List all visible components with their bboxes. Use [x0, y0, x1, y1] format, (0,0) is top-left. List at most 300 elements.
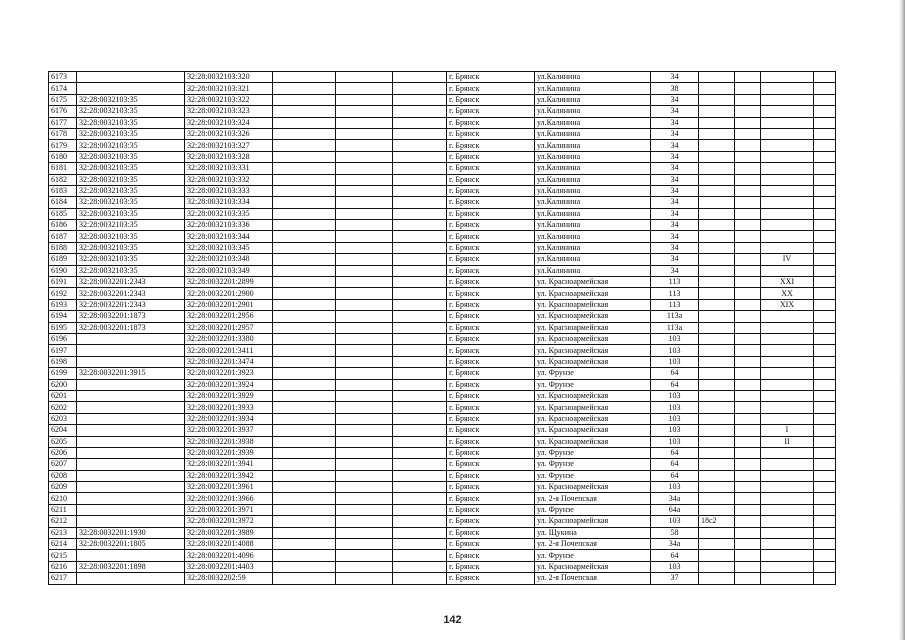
cell-field-3: г. Брянск [447, 140, 535, 151]
cell-field-2: 32:28:0032201:2956 [185, 311, 273, 322]
cell-field-0: 6215 [49, 550, 77, 561]
cell-empty [814, 288, 836, 299]
cell-empty [814, 425, 836, 436]
table-row [49, 242, 836, 253]
cell-empty [814, 447, 836, 458]
cell-empty [273, 208, 336, 219]
cell-empty [699, 356, 735, 367]
cell-field-0: 6204 [49, 425, 77, 436]
cell-field-3: г. Брянск [447, 459, 535, 470]
cell-field-5: 34 [651, 208, 699, 219]
cell-field-6 [761, 208, 814, 219]
cell-empty [336, 83, 393, 94]
cell-empty [814, 539, 836, 550]
cell-field-0: 6202 [49, 402, 77, 413]
cell-field-6 [761, 379, 814, 390]
cell-empty [336, 493, 393, 504]
cell-field-2: 32:28:0032103:345 [185, 242, 273, 253]
cell-empty [273, 368, 336, 379]
cell-field-6 [761, 128, 814, 139]
cell-empty [814, 504, 836, 515]
cell-field-3: г. Брянск [447, 436, 535, 447]
cell-field-4: ул. Красноармейская [535, 356, 651, 367]
cell-field-4: ул. Красноармейская [535, 425, 651, 436]
cell-empty [814, 299, 836, 310]
cell-empty [273, 242, 336, 253]
cell-field-5: 103 [651, 516, 699, 527]
cell-field-0: 6207 [49, 459, 77, 470]
cell-empty [814, 140, 836, 151]
cell-empty [273, 94, 336, 105]
table-row [49, 573, 836, 584]
cell-field-6 [761, 220, 814, 231]
cell-field-3: г. Брянск [447, 106, 535, 117]
cell-field-2: 32:28:0032201:3942 [185, 470, 273, 481]
cell-field-2: 32:28:0032103:344 [185, 231, 273, 242]
table-row [49, 72, 836, 83]
cell-empty [735, 516, 761, 527]
cell-field-3: г. Брянск [447, 333, 535, 344]
cell-empty [699, 482, 735, 493]
cell-field-2: 32:28:0032103:320 [185, 72, 273, 83]
cell-empty [336, 459, 393, 470]
cell-field-4: ул. 2-я Почепская [535, 493, 651, 504]
cell-field-1 [77, 470, 185, 481]
scan-edge-shadow [899, 0, 905, 640]
cell-empty [273, 459, 336, 470]
cell-empty [336, 356, 393, 367]
table-row [49, 527, 836, 538]
cell-empty [699, 379, 735, 390]
cell-empty [393, 482, 447, 493]
cell-empty [735, 390, 761, 401]
cell-empty [814, 254, 836, 265]
cell-empty [814, 277, 836, 288]
cell-field-6 [761, 163, 814, 174]
cell-empty [273, 402, 336, 413]
cell-empty [336, 94, 393, 105]
cell-empty [393, 288, 447, 299]
cell-field-2: 32:28:0032201:2901 [185, 299, 273, 310]
cell-field-0: 6194 [49, 311, 77, 322]
cell-field-3: г. Брянск [447, 197, 535, 208]
cell-empty [814, 482, 836, 493]
cell-field-6 [761, 550, 814, 561]
cell-empty [814, 242, 836, 253]
cell-field-3: г. Брянск [447, 390, 535, 401]
cell-field-0: 6213 [49, 527, 77, 538]
cell-field-0: 6201 [49, 390, 77, 401]
cell-field-5: 38 [651, 83, 699, 94]
cell-field-2: 32:28:0032201:3929 [185, 390, 273, 401]
cell-field-3: г. Брянск [447, 72, 535, 83]
cell-empty [393, 185, 447, 196]
cell-field-1 [77, 413, 185, 424]
cell-empty [273, 83, 336, 94]
cell-field-4: ул.Калинина [535, 151, 651, 162]
cell-field-0: 6203 [49, 413, 77, 424]
cell-empty [814, 493, 836, 504]
table-row [49, 345, 836, 356]
cell-empty [699, 231, 735, 242]
cell-field-4: ул. Красноармейская [535, 561, 651, 572]
cell-empty [393, 493, 447, 504]
cell-field-4: ул.Калинина [535, 106, 651, 117]
cell-field-0: 6179 [49, 140, 77, 151]
cell-field-4: ул.Калинина [535, 197, 651, 208]
cell-field-0: 6211 [49, 504, 77, 515]
cell-field-0: 6184 [49, 197, 77, 208]
cell-empty [336, 345, 393, 356]
cell-field-1: 32:28:0032201:1873 [77, 322, 185, 333]
cell-empty [735, 539, 761, 550]
cell-field-2: 32:28:0032201:3923 [185, 368, 273, 379]
cell-field-2: 32:28:0032201:4088 [185, 539, 273, 550]
cell-field-5: 34 [651, 231, 699, 242]
cell-field-0: 6181 [49, 163, 77, 174]
table-row [49, 322, 836, 333]
cell-empty [273, 436, 336, 447]
cell-field-4: ул.Калинина [535, 83, 651, 94]
cell-empty [336, 504, 393, 515]
cell-empty [336, 516, 393, 527]
cell-field-5: 103 [651, 425, 699, 436]
cell-empty [336, 299, 393, 310]
cell-field-0: 6190 [49, 265, 77, 276]
table-row [49, 402, 836, 413]
cell-empty [336, 322, 393, 333]
cell-field-6 [761, 174, 814, 185]
cell-field-2: 32:28:0032103:327 [185, 140, 273, 151]
cell-empty [336, 390, 393, 401]
cell-empty [393, 470, 447, 481]
cell-empty [814, 72, 836, 83]
cell-field-0: 6217 [49, 573, 77, 584]
cell-field-2: 32:28:0032202:59 [185, 573, 273, 584]
cell-field-5: 34 [651, 265, 699, 276]
cell-empty [814, 106, 836, 117]
cell-field-4: ул. Фрунзе [535, 504, 651, 515]
cell-empty [735, 379, 761, 390]
cell-field-1: 32:28:0032103:35 [77, 128, 185, 139]
table-row [49, 333, 836, 344]
cell-field-4: ул. Красноармейская [535, 436, 651, 447]
cell-field-0: 6185 [49, 208, 77, 219]
table-row [49, 299, 836, 310]
cell-empty [393, 106, 447, 117]
cell-field-2: 32:28:0032201:3380 [185, 333, 273, 344]
cell-empty [814, 265, 836, 276]
cell-field-4: ул.Калинина [535, 254, 651, 265]
cell-field-4: ул. Красноармейская [535, 482, 651, 493]
cell-field-0: 6173 [49, 72, 77, 83]
cell-field-3: г. Брянск [447, 573, 535, 584]
cell-field-6 [761, 493, 814, 504]
cell-empty [735, 561, 761, 572]
cell-field-6: XX [761, 288, 814, 299]
cell-field-5: 34 [651, 140, 699, 151]
cell-empty [336, 106, 393, 117]
cell-empty [699, 174, 735, 185]
cell-field-3: г. Брянск [447, 231, 535, 242]
cell-field-4: ул. 2-я Почепская [535, 539, 651, 550]
cell-field-1: 32:28:0032103:35 [77, 106, 185, 117]
table-row [49, 163, 836, 174]
cell-field-3: г. Брянск [447, 345, 535, 356]
cell-empty [735, 151, 761, 162]
cell-field-5: 34 [651, 163, 699, 174]
cell-field-2: 32:28:0032103:333 [185, 185, 273, 196]
cell-empty [814, 220, 836, 231]
cell-empty [699, 277, 735, 288]
cell-empty [336, 311, 393, 322]
cell-empty [814, 174, 836, 185]
cell-empty [735, 231, 761, 242]
cell-empty [393, 368, 447, 379]
cell-field-2: 32:28:0032201:3924 [185, 379, 273, 390]
cell-field-6 [761, 140, 814, 151]
cell-empty [393, 117, 447, 128]
cell-empty [735, 208, 761, 219]
cell-empty [735, 436, 761, 447]
cell-empty [735, 356, 761, 367]
page-number: 142 [443, 614, 462, 626]
table-row [49, 140, 836, 151]
cell-field-1: 32:28:0032103:35 [77, 174, 185, 185]
cell-field-4: ул. Красноармейская [535, 345, 651, 356]
cell-empty [735, 288, 761, 299]
cell-empty [699, 208, 735, 219]
cell-field-3: г. Брянск [447, 128, 535, 139]
cell-empty [273, 470, 336, 481]
cell-empty [814, 436, 836, 447]
cell-field-1: 32:28:0032103:35 [77, 231, 185, 242]
cell-field-5: 34 [651, 174, 699, 185]
table-row [49, 379, 836, 390]
cell-empty [735, 197, 761, 208]
cell-empty [336, 265, 393, 276]
cell-field-1 [77, 504, 185, 515]
cell-field-3: г. Брянск [447, 299, 535, 310]
cell-field-5: 64а [651, 504, 699, 515]
cell-field-6 [761, 94, 814, 105]
cell-field-1 [77, 447, 185, 458]
table-row [49, 83, 836, 94]
cell-field-2: 32:28:0032201:4096 [185, 550, 273, 561]
cell-field-6 [761, 470, 814, 481]
cell-empty [814, 163, 836, 174]
cell-field-3: г. Брянск [447, 277, 535, 288]
cell-empty [273, 539, 336, 550]
cell-field-1: 32:28:0032103:35 [77, 197, 185, 208]
cell-empty [336, 527, 393, 538]
cell-empty [273, 140, 336, 151]
cell-field-0: 6180 [49, 151, 77, 162]
cell-field-2: 32:28:0032103:336 [185, 220, 273, 231]
cell-field-6 [761, 333, 814, 344]
cell-field-0: 6177 [49, 117, 77, 128]
table-row [49, 516, 836, 527]
cell-empty [699, 527, 735, 538]
cell-empty [336, 117, 393, 128]
cell-field-3: г. Брянск [447, 94, 535, 105]
cell-empty [273, 561, 336, 572]
cell-field-3: г. Брянск [447, 447, 535, 458]
cell-field-5: 34а [651, 493, 699, 504]
cell-field-1 [77, 379, 185, 390]
cell-field-1: 32:28:0032103:35 [77, 265, 185, 276]
cell-empty [814, 379, 836, 390]
cell-field-5: 113 [651, 277, 699, 288]
cell-empty [814, 185, 836, 196]
cell-empty [735, 413, 761, 424]
cell-empty [393, 83, 447, 94]
cell-empty [393, 402, 447, 413]
cell-empty [273, 106, 336, 117]
cell-empty [273, 504, 336, 515]
cell-empty [393, 413, 447, 424]
cell-field-6 [761, 447, 814, 458]
cell-empty [735, 550, 761, 561]
cell-field-3: г. Брянск [447, 174, 535, 185]
cell-field-0: 6208 [49, 470, 77, 481]
cell-empty [393, 447, 447, 458]
cell-field-4: ул.Калинина [535, 117, 651, 128]
cell-empty [699, 561, 735, 572]
cell-field-5: 103 [651, 413, 699, 424]
table-row [49, 470, 836, 481]
cell-field-6 [761, 185, 814, 196]
table-row [49, 94, 836, 105]
cell-empty [393, 516, 447, 527]
cell-field-6 [761, 356, 814, 367]
cell-field-2: 32:28:0032201:2899 [185, 277, 273, 288]
table-row [49, 504, 836, 515]
cell-field-6 [761, 561, 814, 572]
cell-empty [699, 106, 735, 117]
cell-field-5: 37 [651, 573, 699, 584]
cell-field-5: 34 [651, 197, 699, 208]
cell-empty [814, 197, 836, 208]
cell-field-1: 32:28:0032201:1930 [77, 527, 185, 538]
cell-empty [699, 254, 735, 265]
cell-empty [735, 299, 761, 310]
cell-empty [699, 197, 735, 208]
cell-field-0: 6174 [49, 83, 77, 94]
cell-empty [735, 368, 761, 379]
cell-empty [735, 254, 761, 265]
cell-empty [699, 504, 735, 515]
cell-empty [735, 447, 761, 458]
table-row [49, 447, 836, 458]
cell-empty [699, 265, 735, 276]
table-row [49, 106, 836, 117]
cell-empty [393, 379, 447, 390]
cell-field-3: г. Брянск [447, 470, 535, 481]
cell-empty [336, 163, 393, 174]
cell-empty [699, 470, 735, 481]
cell-field-5: 113а [651, 311, 699, 322]
cell-field-6 [761, 573, 814, 584]
cell-field-4: ул. Красноармейская [535, 333, 651, 344]
cell-empty [273, 197, 336, 208]
cell-empty [735, 345, 761, 356]
cell-field-1: 32:28:0032103:35 [77, 208, 185, 219]
cell-empty [735, 128, 761, 139]
cell-empty [273, 163, 336, 174]
cell-field-6 [761, 504, 814, 515]
cell-field-1: 32:28:0032103:35 [77, 254, 185, 265]
cell-empty [273, 493, 336, 504]
cell-empty [699, 413, 735, 424]
cell-field-4: ул.Калинина [535, 94, 651, 105]
cell-empty [735, 527, 761, 538]
cell-field-1 [77, 390, 185, 401]
cell-field-1 [77, 402, 185, 413]
cell-empty [336, 425, 393, 436]
cell-empty [273, 288, 336, 299]
cell-empty [699, 72, 735, 83]
cell-field-2: 32:28:0032201:2957 [185, 322, 273, 333]
cell-field-6 [761, 106, 814, 117]
cell-field-0: 6210 [49, 493, 77, 504]
cell-empty [273, 220, 336, 231]
cell-field-5: 34 [651, 242, 699, 253]
cell-field-5: 64 [651, 550, 699, 561]
cell-field-4: ул. Фрунзе [535, 470, 651, 481]
cell-field-0: 6216 [49, 561, 77, 572]
cell-field-5: 34 [651, 128, 699, 139]
cell-field-4: ул. Фрунзе [535, 368, 651, 379]
cell-empty [336, 539, 393, 550]
cell-field-6 [761, 197, 814, 208]
cell-field-0: 6191 [49, 277, 77, 288]
cell-field-4: ул. Красноармейская [535, 288, 651, 299]
cell-empty [336, 447, 393, 458]
cell-empty [273, 72, 336, 83]
cell-field-4: ул.Калинина [535, 128, 651, 139]
cell-field-2: 32:28:0032201:3941 [185, 459, 273, 470]
cell-empty [336, 151, 393, 162]
cell-field-5: 58 [651, 527, 699, 538]
cell-empty [336, 482, 393, 493]
cell-field-6 [761, 83, 814, 94]
cell-empty [699, 140, 735, 151]
cell-empty [393, 425, 447, 436]
cell-empty [814, 151, 836, 162]
cell-empty [814, 117, 836, 128]
cell-field-1 [77, 333, 185, 344]
cell-empty [336, 220, 393, 231]
cell-field-1 [77, 83, 185, 94]
cell-field-5: 103 [651, 402, 699, 413]
cell-empty [735, 482, 761, 493]
cell-field-2: 32:28:0032103:335 [185, 208, 273, 219]
cell-empty [814, 402, 836, 413]
cell-empty [273, 447, 336, 458]
cell-empty [393, 265, 447, 276]
cell-field-4: ул.Калинина [535, 185, 651, 196]
cell-empty [273, 390, 336, 401]
cell-empty [393, 151, 447, 162]
cell-field-6 [761, 539, 814, 550]
register-table [48, 71, 836, 585]
table-row [49, 413, 836, 424]
cell-field-6 [761, 242, 814, 253]
cell-empty [735, 333, 761, 344]
cell-empty [273, 550, 336, 561]
cell-empty [336, 436, 393, 447]
